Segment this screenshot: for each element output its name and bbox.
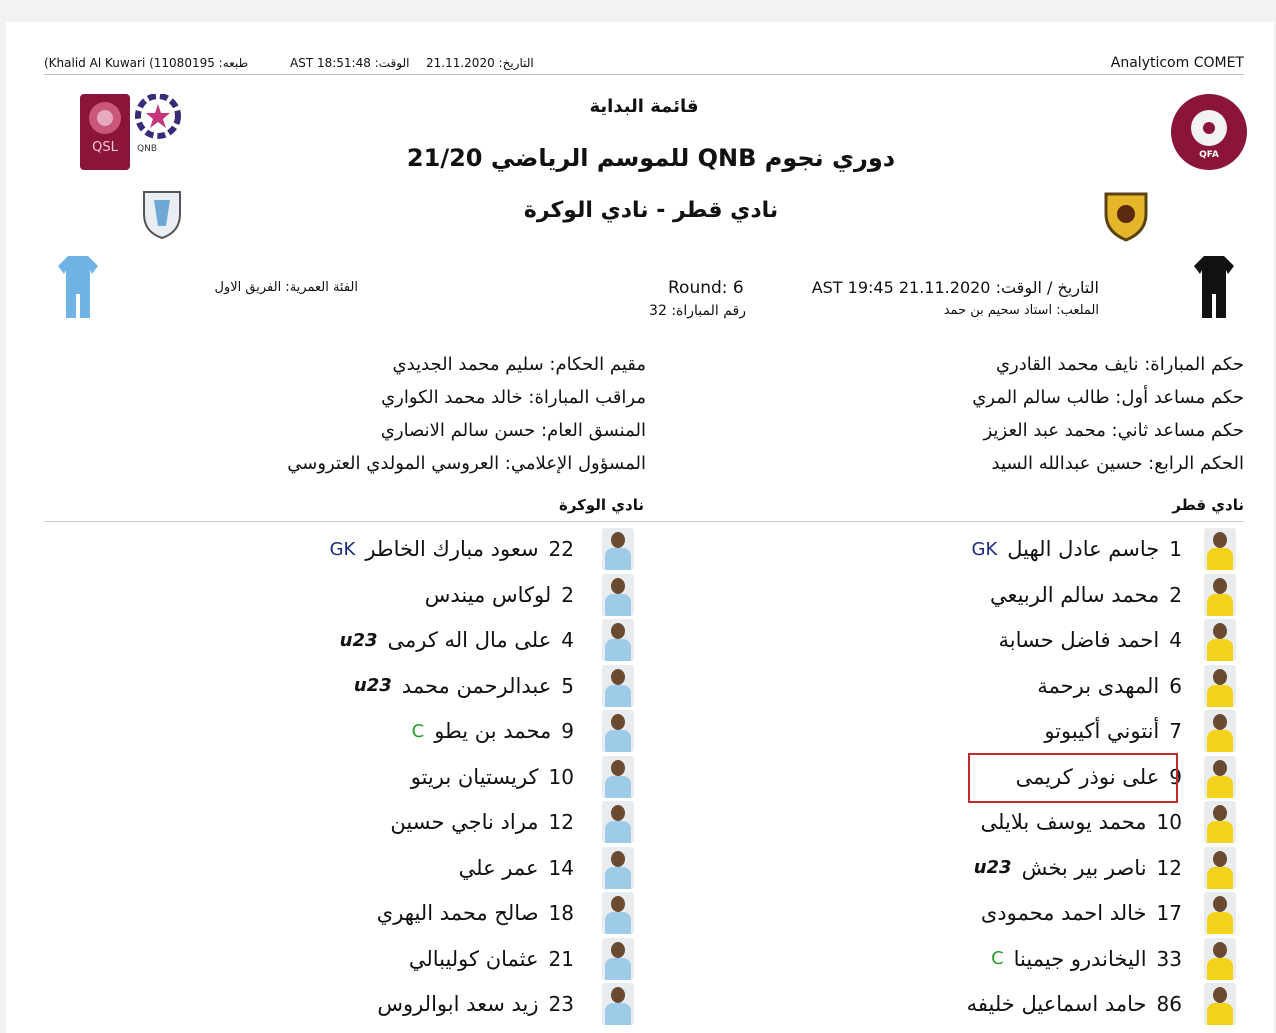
away-player-row xyxy=(425,575,574,615)
player-name: محمد يوسف بلايلى xyxy=(980,810,1147,834)
goalkeeper-badge: GK xyxy=(971,538,998,560)
home-team-name: نادي قطر xyxy=(1172,496,1244,514)
printed-by: (Khalid Al Kuwari (11080195 :طبعه xyxy=(44,56,249,70)
qfa-logo xyxy=(1171,94,1247,170)
away-player-row xyxy=(377,984,574,1024)
print-time: AST 18:51:48 :الوقت xyxy=(290,56,410,70)
referee: حكم المباراة: نايف محمد القادري xyxy=(995,354,1244,375)
player-number: 18 xyxy=(548,901,574,925)
player-photo xyxy=(602,619,634,661)
player-name: أنتوني أكيبوتو xyxy=(1044,719,1160,743)
start-list-sheet xyxy=(6,22,1274,1033)
home-player-row xyxy=(981,893,1182,933)
home-player-row xyxy=(972,529,1183,569)
player-photo xyxy=(1204,892,1236,934)
away-player-row xyxy=(459,848,574,888)
player-name: كريستيان بريتو xyxy=(410,764,539,789)
player-name: حامد اسماعيل خليفه xyxy=(966,992,1147,1016)
qatar-sc-crest xyxy=(1100,184,1152,242)
player-number: 22 xyxy=(548,537,574,561)
player-photo xyxy=(602,665,634,707)
away-player-row xyxy=(411,757,574,797)
referee-assessor: مقيم الحكام: سليم محمد الجديدي xyxy=(392,354,646,375)
player-name: سعود مبارك الخاطر xyxy=(365,537,539,561)
player-name: على نوذر كريمى xyxy=(1015,764,1160,789)
player-number: 6 xyxy=(1169,673,1182,698)
player-number: 10 xyxy=(548,764,574,789)
player-number: 33 xyxy=(1156,946,1182,971)
match-title: نادي قطر - نادي الوكرة xyxy=(523,198,779,223)
star-icon xyxy=(133,94,183,144)
goalkeeper-badge: GK xyxy=(329,538,356,560)
player-name: زيد سعد ابوالروس xyxy=(377,992,539,1016)
player-photo xyxy=(1204,983,1236,1025)
home-player-row xyxy=(1044,711,1182,751)
player-photo xyxy=(602,938,634,980)
player-name: عثمان كوليبالي xyxy=(408,946,539,971)
player-photo xyxy=(1204,801,1236,843)
player-number: 1 xyxy=(1169,537,1182,561)
home-player-row xyxy=(981,802,1182,842)
highlight-box xyxy=(968,753,1178,803)
media-officer: المسؤول الإعلامي: العروسي المولدي العتروسي xyxy=(287,453,646,474)
al-wakrah-crest xyxy=(140,186,184,240)
league-title: دوري نجوم QNB للموسم الرياضي 21/20 xyxy=(406,144,896,172)
lineup-divider xyxy=(44,521,1244,522)
player-number: 12 xyxy=(1156,855,1182,880)
qnb-stars-league-logo xyxy=(133,94,183,170)
away-team-name: نادي الوكرة xyxy=(558,496,644,514)
away-player-row xyxy=(412,711,574,751)
player-number: 4 xyxy=(561,628,574,652)
player-name: ناصر بير بخش xyxy=(1021,855,1147,880)
away-kit xyxy=(56,254,100,320)
system-name: Analyticom COMET xyxy=(1110,55,1244,71)
assistant-referee-1: حكم مساعد أول: طالب سالم المري xyxy=(972,387,1244,408)
player-number: 2 xyxy=(1169,582,1182,607)
player-number: 7 xyxy=(1169,719,1182,743)
player-photo xyxy=(1204,528,1236,570)
officials-left xyxy=(287,348,646,480)
wakrah-shield-icon xyxy=(140,186,184,240)
sheet-title: قائمة البداية xyxy=(589,96,699,117)
u23-badge: u23 xyxy=(339,629,378,651)
away-player-row xyxy=(330,529,574,569)
qsl-text: QSL xyxy=(92,140,118,155)
player-name: احمد فاضل حسابة xyxy=(998,628,1160,652)
player-photo xyxy=(602,528,634,570)
player-number: 21 xyxy=(548,946,574,971)
player-number: 86 xyxy=(1156,992,1182,1016)
match-commissioner: مراقب المباراة: خالد محمد الكواري xyxy=(381,387,646,408)
match-round: Round: 6 xyxy=(668,278,744,298)
qatar-sc-shield-icon xyxy=(1100,184,1152,242)
player-name: المهدى برحمة xyxy=(1037,673,1160,698)
match-stadium: الملعب: استاد سحيم بن حمد xyxy=(943,303,1099,318)
age-group: الفئة العمرية: الفريق الاول xyxy=(214,280,358,295)
away-player-row xyxy=(354,666,574,706)
player-number: 23 xyxy=(548,992,574,1016)
player-number: 12 xyxy=(548,810,574,834)
away-player-row xyxy=(409,939,574,979)
u23-badge: u23 xyxy=(973,857,1012,878)
home-shirt-icon xyxy=(1192,254,1236,320)
u23-badge: u23 xyxy=(353,675,392,696)
match-datetime: التاريخ / الوقت: 21.11.2020 AST 19:45 xyxy=(811,278,1099,297)
player-photo xyxy=(602,756,634,798)
qsl-emblem-icon xyxy=(80,94,130,170)
away-player-row xyxy=(390,802,574,842)
player-number: 17 xyxy=(1156,901,1182,925)
away-player-row xyxy=(377,893,574,933)
player-photo xyxy=(1204,756,1236,798)
player-number: 2 xyxy=(561,582,574,607)
match-number: رقم المباراة: 32 xyxy=(649,303,746,319)
player-photo xyxy=(1204,665,1236,707)
home-player-row xyxy=(1037,666,1182,706)
away-shirt-icon xyxy=(56,254,100,320)
home-player-row xyxy=(974,848,1182,888)
player-name: محمد بن يطو xyxy=(434,719,552,743)
player-name: على مال اله كرمى xyxy=(387,628,552,652)
qnb-text: QNB xyxy=(137,144,157,154)
player-name: لوكاس ميندس xyxy=(424,582,552,607)
player-number: 10 xyxy=(1156,810,1182,834)
captain-badge: C xyxy=(411,720,425,742)
player-photo xyxy=(1204,710,1236,752)
player-name: عبدالرحمن محمد xyxy=(401,673,552,698)
player-photo xyxy=(602,983,634,1025)
player-name: اليخاندرو جيمينا xyxy=(1013,946,1147,971)
home-player-row xyxy=(999,620,1182,660)
qsl-logo xyxy=(80,94,130,170)
player-photo xyxy=(602,892,634,934)
player-photo xyxy=(602,847,634,889)
print-date: 21.11.2020 :التاريخ xyxy=(426,56,534,70)
player-name: عمر علي xyxy=(458,855,539,880)
player-photo xyxy=(1204,938,1236,980)
home-player-row xyxy=(991,939,1182,979)
player-name: جاسم عادل الهيل xyxy=(1007,537,1160,561)
assistant-referee-2: حكم مساعد ثاني: محمد عبد العزيز xyxy=(983,420,1244,441)
home-kit xyxy=(1192,254,1236,320)
fourth-official: الحكم الرابع: حسين عبدالله السيد xyxy=(991,453,1244,474)
general-coordinator: المنسق العام: حسن سالم الانصاري xyxy=(380,420,646,441)
qfa-text: QFA xyxy=(1199,150,1219,160)
player-photo xyxy=(602,710,634,752)
player-number: 14 xyxy=(548,855,574,880)
home-player-row xyxy=(967,984,1182,1024)
player-photo xyxy=(602,574,634,616)
player-photo xyxy=(1204,847,1236,889)
officials-right xyxy=(972,348,1244,480)
player-name: مراد ناجي حسين xyxy=(390,810,539,834)
player-name: صالح محمد اليهري xyxy=(376,901,539,925)
player-photo xyxy=(1204,574,1236,616)
header-divider xyxy=(44,74,1244,75)
player-photo xyxy=(602,801,634,843)
player-number: 9 xyxy=(1169,764,1182,789)
player-number: 5 xyxy=(561,673,574,698)
player-name: محمد سالم الربيعي xyxy=(989,582,1160,607)
home-player-row xyxy=(990,575,1182,615)
player-number: 9 xyxy=(561,719,574,743)
captain-badge: C xyxy=(991,948,1004,969)
player-name: خالد احمد محمودى xyxy=(980,901,1147,925)
player-number: 4 xyxy=(1169,628,1182,652)
away-player-row xyxy=(340,620,574,660)
player-photo xyxy=(1204,619,1236,661)
